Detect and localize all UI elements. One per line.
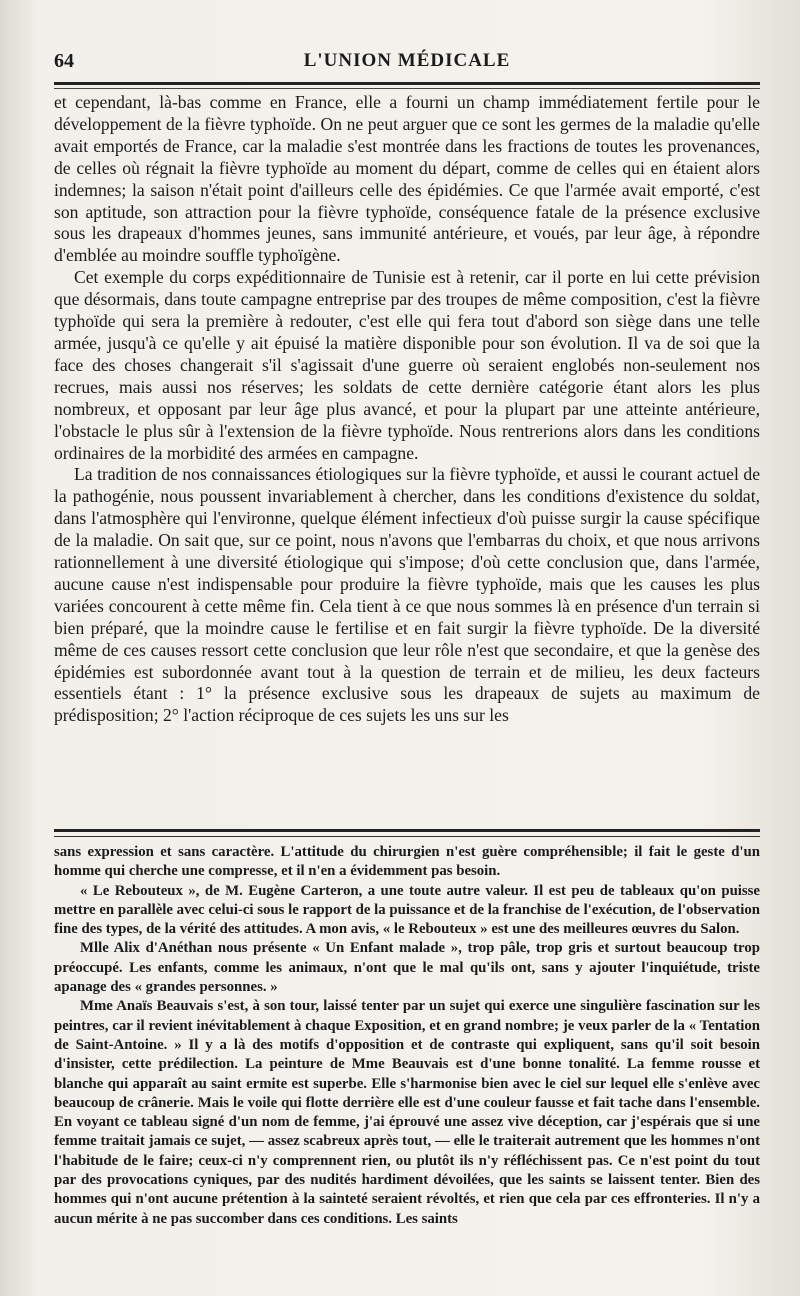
running-head: [54, 50, 760, 74]
article-paragraph: La tradition de nos connaissances étiologiques sur la fièvre typhoïde, et aussi le courant actuel de la pathogénie, nous poussent invariablement à chercher, dans les conditions d'existence du soldat, dans l'atmosphère qui l'environne, quelque élément infectieux d'où puisse surgir la cause spécifique de la maladie. On sait que, sur ce point, nous n'avons que l'embarras du choix, et que nous arrivons rationnellement à une diversité étiologique qui s'impose; d'où cette conclusion que, dans l'armée, aucune cause n'est indispensable pour produire la fièvre typhoïde, mais que les causes les plus variées concourent à cette même fin. Cela tient à ce que nous sommes là en présence d'un terrain si bien préparé, que la moindre cause le fertilise et en fait surgir la fièvre typhoïde. De la diversité même de ces causes ressort cette conclusion que leur rôle n'est que secondaire, et que la genèse des épidémies est subordonnée avant tout à la question de terrain et de milieu, les deux facteurs essentiels étant : 1° la présence exclusive sous les drapeaux de sujets au maximum de prédisposition; 2° l'action réciproque de ces sujets les uns sur les: [54, 464, 760, 726]
page-number: 64: [54, 50, 74, 72]
feuilleton-paragraph: Mme Anaïs Beauvais s'est, à son tour, laissé tenter par un sujet qui exerce une singulière fascination sur les peintres, car il revient inévitablement à chaque Exposition, et en grand nombre; je veux parler de la « Tentation de Saint-Antoine. » Il y a là des motifs d'opposition et de contraste qui expliquent, sans qu'il soit besoin d'insister, cette prédilection. La peinture de Mme Beauvais est d'une bonne tonalité. La femme rousse et blanche qui apparaît au saint ermite est superbe. Elle s'harmonise bien avec le ciel sur lequel elle s'enlève avec beaucoup de crânerie. Mais le voile qui flotte derrière elle est d'une couleur fausse et fait tache dans l'ensemble. En voyant ce tableau signé d'un nom de femme, j'ai éprouvé une assez vive déception, car j'espérais que si une femme traitait jamais ce sujet, — assez scabreux après tout, — elle le traiterait autrement que les hommes n'ont l'habitude de le faire; ceux-ci n'y comprennent rien, ou plutôt ils n'y réfléchissent pas. Ce n'est point du tout par des provocations cyniques, par des nudités hardiment dévoilées, que les saints se laissent tenter. Bien des hommes qui n'ont aucune prétention à la sainteté seraient révoltés, et rien que cela par ces effronteries. Il n'y a aucun mérite à ne pas succomber dans ces conditions. Les saints: [54, 998, 760, 1227]
feuilleton-paragraph: Mlle Alix d'Anéthan nous présente « Un Enfant malade », trop pâle, trop gris et surtout beaucoup trop préoccupé. Les enfants, comme les animaux, n'ont que le mal qu'ils ont, sans y ajouter l'inquiétude, triste apanage des « grandes personnes. »: [54, 940, 760, 996]
article-paragraph: et cependant, là-bas comme en France, elle a fourni un champ immédiatement fertile pour le développement de la fièvre typhoïde. On ne peut arguer que ce sont les germes de la maladie qu'elle avait emportés de France, car la maladie s'est montrée dans les fractions de toutes les provenances, de celles où régnait la fièvre typhoïde au moment du départ, comme de celles qui en étaient alors indemnes; la saison n'était point d'ailleurs celle des épidémies. Ce que l'armée avait emporté, c'est son aptitude, son attraction pour la fièvre typhoïde, conséquence fatale de la présence exclusive sous les drapeaux d'hommes jeunes, sans immunité antérieure, et voués, par leur âge, à répondre d'emblée au moindre souffle typhoïgène.: [54, 92, 760, 266]
journal-title: L'UNION MÉDICALE: [303, 50, 511, 71]
feuilleton-rule: [54, 829, 760, 832]
header-rule: [54, 82, 760, 85]
feuilleton-body: [54, 843, 760, 1229]
feuilleton-paragraph: « Le Rebouteux », de M. Eugène Carteron, a une toute autre valeur. Il est peu de tableaux qu'on puisse mettre en parallèle avec celui-ci sous le rapport de la puissance et de la franchise de l'exécution, de l'observation fine des types, de la vérité des attitudes. A mon avis, « le Rebouteux » est une des meilleures œuvres du Salon.: [54, 882, 760, 938]
article-paragraph: Cet exemple du corps expéditionnaire de Tunisie est à retenir, car il porte en lui cette prévision que désormais, dans toute campagne entreprise par des troupes de même composition, c'est la fièvre typhoïde qui sera la première à redouter, c'est elle qui fera tout d'abord son siège dans une telle armée, jusqu'à ce qu'elle y ait épuisé la matière disponible pour son évolution. Il va de soi que la face des choses changerait s'il s'agissait d'une guerre où seraient englobés non-seulement nos recrues, mais aussi nos réserves; les soldats de cette dernière catégorie étant alors les plus nombreux, et opposant par leur âge plus avancé, et pour la plupart par une atteinte antérieure, l'obstacle le plus sûr à l'extension de la fièvre typhoïde. Nous rentrerions alors dans les conditions ordinaires de la morbidité des armées en campagne.: [54, 267, 760, 463]
article-body: [54, 92, 760, 727]
feuilleton-paragraph: sans expression et sans caractère. L'attitude du chirurgien n'est guère compréhensible; il fait le geste d'un homme qui cherche une compresse, et il n'en a évidemment pas besoin.: [54, 844, 760, 880]
